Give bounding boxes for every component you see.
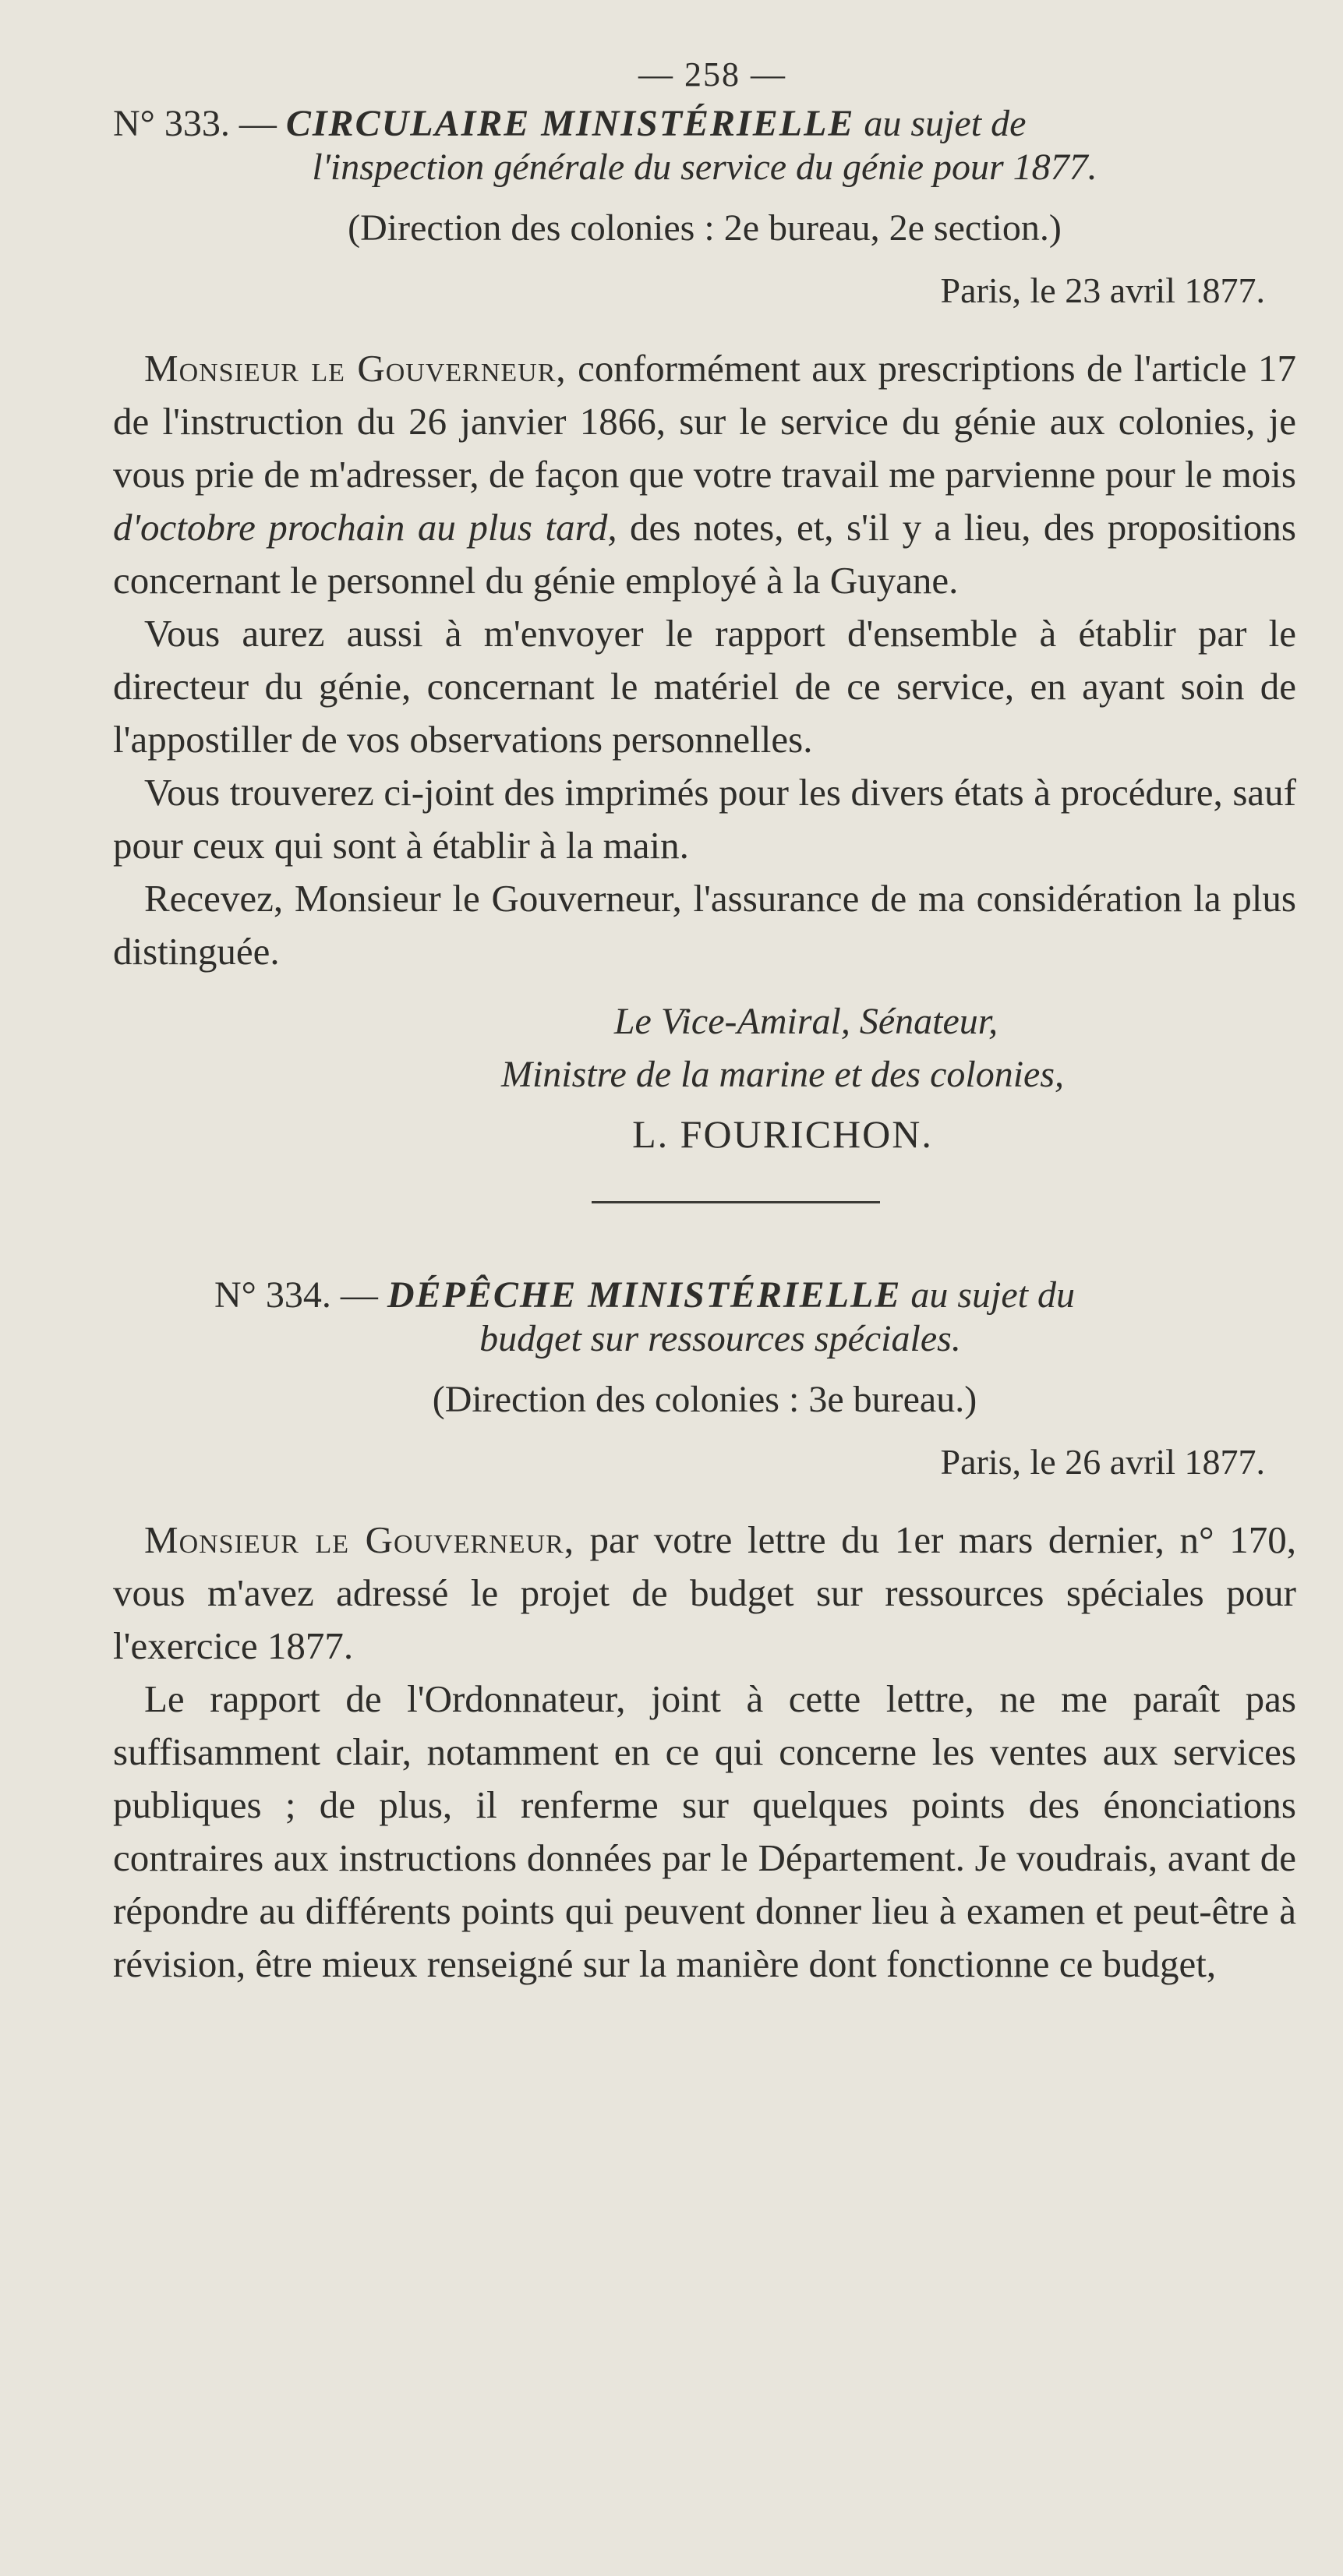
section-divider	[592, 1201, 880, 1203]
doc2-heading	[113, 1274, 1296, 1317]
doc2-title-line2: budget sur ressources spéciales.	[479, 1318, 961, 1359]
doc2-direction: (Direction des colonies : 3e bureau.)	[432, 1379, 977, 1420]
doc1-p1-emphasis: d'octobre prochain au plus tard,	[113, 506, 617, 549]
doc2-paragraph-2: Le rapport de l'Ordonnateur, joint à cette lettre, ne me paraît pas suffisamment clair, notamment en ce qui concerne les ventes aux services publiques ; de plus, il renferme sur quelques points des énonciations contraires aux instructions données par le Département. Je voudrais, avant de répondre au différents points qui peuvent donner lieu à examen et peut-être à révision, être mieux renseigné sur la manière dont fonctionne ce budget,	[113, 1677, 1296, 1985]
doc1-paragraph-1	[113, 342, 1296, 607]
doc2-number: N° 334. —	[214, 1274, 387, 1316]
doc1-date: Paris, le 23 avril 1877.	[940, 270, 1265, 310]
doc1-paragraph-4: Recevez, Monsieur le Gouverneur, l'assurance de ma considération la plus distinguée.	[113, 877, 1296, 973]
doc1-signature-name: L. FOURICHON.	[632, 1112, 933, 1156]
doc2-date: Paris, le 26 avril 1877.	[940, 1442, 1265, 1482]
doc1-p1-text-b: des notes, et, s'il y a lieu, des propositions concernant le personnel du génie employé à la Guyane.	[113, 506, 1296, 602]
doc2-title: DÉPÊCHE MINISTÉRIELLE	[387, 1274, 902, 1316]
doc1-title-line2: l'inspection générale du service du génie pour 1877.	[312, 147, 1097, 188]
doc1-salutation: Monsieur le Gouverneur,	[144, 347, 567, 390]
doc2-paragraph-1	[113, 1514, 1296, 1673]
doc2-p1-text: par votre lettre du 1er mars dernier, n° 170, vous m'avez adressé le projet de budget sur ressources spéciales pour l'exercice 1877.	[113, 1518, 1296, 1667]
doc1-paragraph-2: Vous aurez aussi à m'envoyer le rapport d'ensemble à établir par le directeur du génie, concernant le matériel de ce service, en ayant soin de l'appostiller de vos observations personnelles.	[113, 612, 1296, 761]
doc1-p1-text-a: conformément aux prescriptions de l'article 17 de l'instruction du 26 janvier 1866, sur le service du génie aux colonies, je vous prie de m'adresser, de façon que votre travail me parvienne pour le mois	[113, 347, 1296, 496]
doc1-heading	[113, 102, 1296, 146]
doc1-paragraph-3: Vous trouverez ci-joint des imprimés pour les divers états à procédure, sauf pour ceux qui sont à établir à la main.	[113, 771, 1296, 867]
page-number: — 258 —	[638, 55, 786, 94]
doc1-direction: (Direction des colonies : 2e bureau, 2e section.)	[348, 207, 1062, 249]
doc1-title-rest: au sujet de	[854, 103, 1027, 144]
doc1-signature-title: Ministre de la marine et des colonies,	[500, 1054, 1065, 1095]
doc1-signature-rank: Le Vice-Amiral, Sénateur,	[613, 1001, 998, 1042]
doc1-number: N° 333. —	[113, 103, 286, 144]
doc2-title-rest: au sujet du	[901, 1274, 1075, 1316]
doc2-salutation: Monsieur le Gouverneur,	[144, 1518, 574, 1561]
doc1-title: CIRCULAIRE MINISTÉRIELLE	[285, 103, 855, 144]
